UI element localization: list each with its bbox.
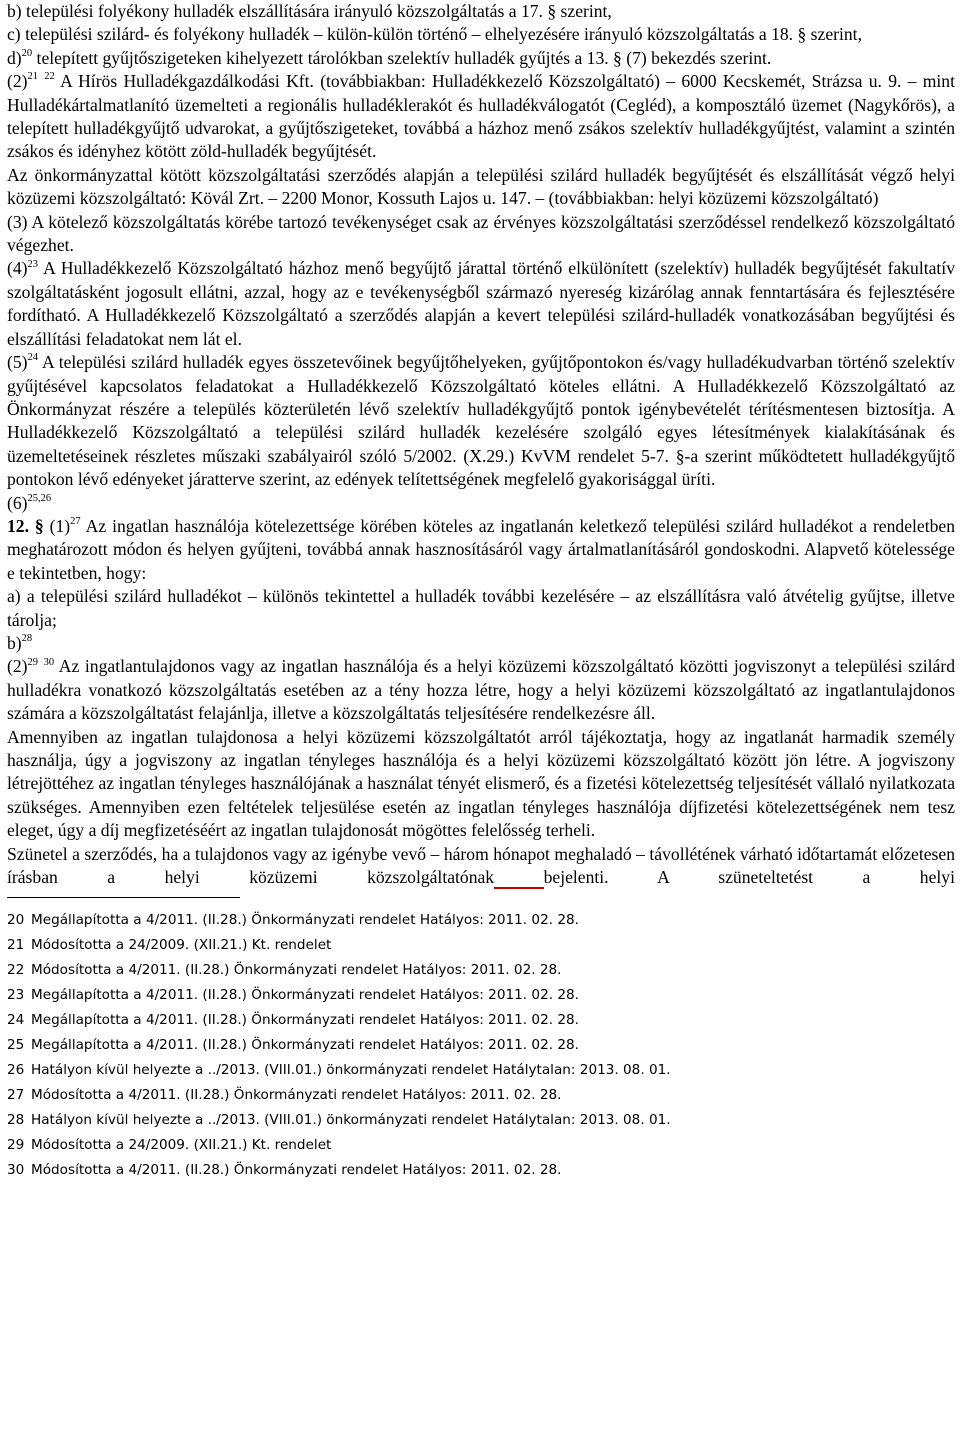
- paragraph: [7, 211, 955, 258]
- text-run: Az ingatlan használója kötelezettsége körében köteles az ingatlanán keletkező települési szilárd hulladékot a rendeletben meghatározott módon és helyen gyűjteni, továbbá annak hasznosításáról vagy ártalmatlanításáról gondoskodni. Alapvető kötelessége e tekintetben, hogy:: [7, 515, 956, 583]
- text-run: bejelenti. A szüneteltetést a helyi: [543, 867, 955, 888]
- footnote-text: Módosította a 4/2011. (II.28.) Önkormányzati rendelet Hatályos: 2011. 02. 28.: [31, 962, 562, 979]
- paragraph: [7, 0, 955, 23]
- text-run: (1): [43, 515, 71, 536]
- paragraph: [7, 726, 955, 843]
- text-run: (6): [7, 492, 28, 513]
- paragraph: [7, 632, 955, 655]
- footnote-ref[interactable]: 22: [44, 71, 55, 83]
- footnote-text: Megállapította a 4/2011. (II.28.) Önkormányzati rendelet Hatályos: 2011. 02. 28.: [31, 1036, 579, 1053]
- footnote-item: [7, 1083, 955, 1108]
- text-run: A Hírös Hulladékgazdálkodási Kft. (továbbiakban: Hulladékkezelő Közszolgáltató) – 6000 Kecskemét, Strázsa u. 9. – mint Hulladékártalmatlanító üzemelteti a regionális hulladéklerakót és hulladékválogatót (Cegléd), a komposztáló üzemet (Nagykőrös), a telepített hulladékgyűjtő udvarokat, a gyűjtőszigeteket, továbbá a házhoz menő zsákos szelektív hulladékgyűjtést, valamint a szintén zsákos és idényhez kötött zöld-hulladék begyűjtését.: [7, 71, 955, 162]
- footnote-number: 22: [7, 962, 25, 979]
- footnote-number: 26: [7, 1061, 25, 1078]
- footnote-text: Megállapította a 4/2011. (II.28.) Önkormányzati rendelet Hatályos: 2011. 02. 28.: [31, 987, 579, 1004]
- footnote-ref[interactable]: 27: [70, 516, 81, 528]
- footnote-ref[interactable]: 20: [21, 47, 33, 59]
- section-number: 12. §: [7, 515, 44, 536]
- text-run: d): [7, 47, 22, 68]
- footnotes: [7, 908, 955, 1182]
- footnote-ref[interactable]: 23: [27, 258, 39, 270]
- footnote-number: 25: [7, 1036, 25, 1053]
- page-content: [7, 0, 955, 1182]
- footnote-item: [7, 908, 955, 933]
- footnote-item: [7, 1058, 955, 1083]
- text-run: (5): [7, 352, 28, 373]
- footnote-text: Hatályon kívül helyezte a ../2013. (VIII.01.) önkormányzati rendelet Hatálytalan: 2013. 08. 01.: [31, 1111, 671, 1128]
- footnote-text: Megállapította a 4/2011. (II.28.) Önkormányzati rendelet Hatályos: 2011. 02. 28.: [31, 1012, 579, 1029]
- paragraph: [7, 164, 955, 211]
- footnote-number: 30: [7, 1161, 25, 1178]
- text-run: (4): [7, 258, 28, 279]
- footnote-number: 24: [7, 1012, 25, 1029]
- footnote-separator: [7, 897, 240, 898]
- text-run: A Hulladékkezelő Közszolgáltató házhoz menő begyűjtő járattal történő elkülönített (szelektív) hulladék begyűjtését fakultatív szolgáltatásként jogosult ellátni, azzal, hogy az e tevékenységből származó nyereség kizárólag annak fenntartására és fejlesztésére fordítható. A Hulladékkezelő Közszolgáltató a szerződés alapján a kevert települési szilárd-hulladék vonatkozásában begyűjtési és elszállítási feladatokat nem lát el.: [7, 258, 955, 349]
- paragraph: [7, 655, 955, 725]
- text-run: b): [7, 632, 22, 653]
- footnote-ref[interactable]: 25,26: [27, 492, 52, 504]
- footnote-number: 21: [7, 937, 25, 954]
- footnote-text: Módosította a 4/2011. (II.28.) Önkormányzati rendelet Hatályos: 2011. 02. 28.: [31, 1161, 562, 1178]
- paragraph: [7, 351, 955, 491]
- text-run: [38, 656, 44, 676]
- text-run: (3) A kötelező közszolgáltatás körébe tartozó tevékenységet csak az érvényes közszolgáltatási szerződéssel rendelkező közszolgáltató végezhet.: [7, 211, 955, 256]
- footnote-number: 20: [7, 912, 25, 929]
- text-run: Az ingatlantulajdonos vagy az ingatlan használója és a helyi közüzemi közszolgáltató közötti jogviszonyt a települési szilárd hulladékra vonatkozó közszolgáltatás esetében az a tény hozza létre, hogy a helyi közüzemi közszolgáltató az ingatlantulajdonos számára a közszolgáltatást felajánlja, illetve a közszolgáltatás teljesítésére rendelkezésre áll.: [7, 656, 955, 724]
- text-run: (2): [7, 656, 28, 677]
- text-run: Szünetel a szerződés, ha a tulajdonos vagy az igénybe vevő – három hónapot meghaladó – távollétének várható időtartamát előzetesen írásban a helyi közüzemi közszolgáltatónak: [7, 843, 955, 888]
- footnote-ref[interactable]: 24: [27, 352, 39, 364]
- paragraph: [7, 257, 955, 351]
- footnote-item: [7, 1008, 955, 1033]
- footnote-text: Hatályon kívül helyezte a ../2013. (VIII.01.) önkormányzati rendelet Hatálytalan: 2013. 08. 01.: [31, 1061, 671, 1078]
- footnote-number: 28: [7, 1111, 25, 1128]
- footnote-text: Módosította a 4/2011. (II.28.) Önkormányzati rendelet Hatályos: 2011. 02. 28.: [31, 1086, 562, 1103]
- footnote-item: [7, 958, 955, 983]
- paragraph: [7, 515, 955, 585]
- footnote-number: 23: [7, 987, 25, 1004]
- footnote-item: [7, 933, 955, 958]
- footnote-item: [7, 1033, 955, 1058]
- text-run: b) települési folyékony hulladék elszállítására irányuló közszolgáltatás a 17. § szerint,: [7, 1, 612, 21]
- text-run: Az önkormányzattal kötött közszolgáltatási szerződés alapján a települési szilárd hulladék begyűjtését és elszállítását végző helyi közüzemi közszolgáltató: Kövál Zrt. – 2200 Monor, Kossuth Lajos u. 147. – (továbbiakban: helyi közüzemi közszolgáltató): [7, 164, 955, 209]
- text-run: telepített gyűjtőszigeteken kihelyezett tárolókban szelektív hulladék gyűjtés a 13. § (7) bekezdés szerint.: [32, 47, 772, 68]
- footnote-text: Megállapította a 4/2011. (II.28.) Önkormányzati rendelet Hatályos: 2011. 02. 28.: [31, 912, 579, 929]
- body-text: [7, 0, 955, 889]
- footnote-text: Módosította a 24/2009. (XII.21.) Kt. rendelet: [31, 937, 332, 954]
- text-run: A települési szilárd hulladék egyes összetevőinek begyűjtőhelyeken, gyűjtőpontokon és/vagy hulladékudvarban történő szelektív gyűjtésével kapcsolatos feladatokat a Hulladékkezelő Közszolgáltató köteles ellátni. A Hulladékkezelő Közszolgáltató az Önkormányzat részére a település közterületén lévő szelektív hulladékgyűjtő pontok igénybevételét térítésmentesen biztosítja. A Hulladékkezelő Közszolgáltató a települési szilárd hulladék kezelésére szolgáló egyes létesítmények kialakításának és üzemeltetéseinek részletes műszaki szabályairól szóló 5/2002. (X.29.) KvVM rendelet 5-7. §-a szerint működtetett hulladékgyűjtő pontokon lévő edényeket járatterve szerint, az edények telítettségének megfelelő gyakorisággal üríti.: [7, 352, 955, 490]
- paragraph: [7, 585, 955, 632]
- text-run: a) a települési szilárd hulladékot – különös tekintettel a hulladék további kezelésére – az elszállításra való átvételig gyűjtse, illetve tárolja;: [7, 586, 955, 630]
- paragraph: [7, 23, 955, 46]
- paragraph: [7, 492, 955, 515]
- text-run: c) települési szilárd- és folyékony hulladék – külön-külön történő – elhelyezésére irányuló közszolgáltatás a 18. § szerint,: [7, 24, 862, 45]
- footnote-ref[interactable]: 29: [27, 656, 39, 668]
- text-run: Amennyiben az ingatlan tulajdonosa a helyi közüzemi közszolgáltatót arról tájékoztatja, hogy az ingatlanát harmadik személy használja, úgy a jogviszony az ingatlan tényleges használója és a helyi közüzemi közszolgáltató között jön létre. A jogviszony létrejöttéhez az ingatlan tényleges használójának a használat tényét elismerő, és a fizetési kötelezettség teljesítését vállaló nyilatkozata szükséges. Amennyiben ezen feltételek teljesülése esetén az ingatlan tényleges használója díjfizetési kötelezettségének nem tesz eleget, úgy a díj megfizetéséért az ingatlan tulajdonosát mögöttes felelősség terheli.: [7, 726, 955, 841]
- footnote-ref[interactable]: 21: [27, 71, 39, 83]
- footnote-number: 27: [7, 1086, 25, 1103]
- spell-check-mark: [494, 867, 543, 889]
- paragraph: [7, 47, 955, 70]
- footnote-ref[interactable]: 28: [21, 633, 33, 645]
- paragraph: [7, 70, 955, 164]
- footnote-item: [7, 983, 955, 1008]
- footnote-item: [7, 1108, 955, 1133]
- footnote-ref[interactable]: 30: [43, 656, 55, 668]
- footnote-text: Módosította a 24/2009. (XII.21.) Kt. rendelet: [31, 1136, 332, 1153]
- footnote-item: [7, 1133, 955, 1158]
- paragraph: [7, 843, 955, 890]
- text-run: (2): [7, 71, 28, 92]
- footnote-item: [7, 1158, 955, 1183]
- footnote-number: 29: [7, 1136, 25, 1153]
